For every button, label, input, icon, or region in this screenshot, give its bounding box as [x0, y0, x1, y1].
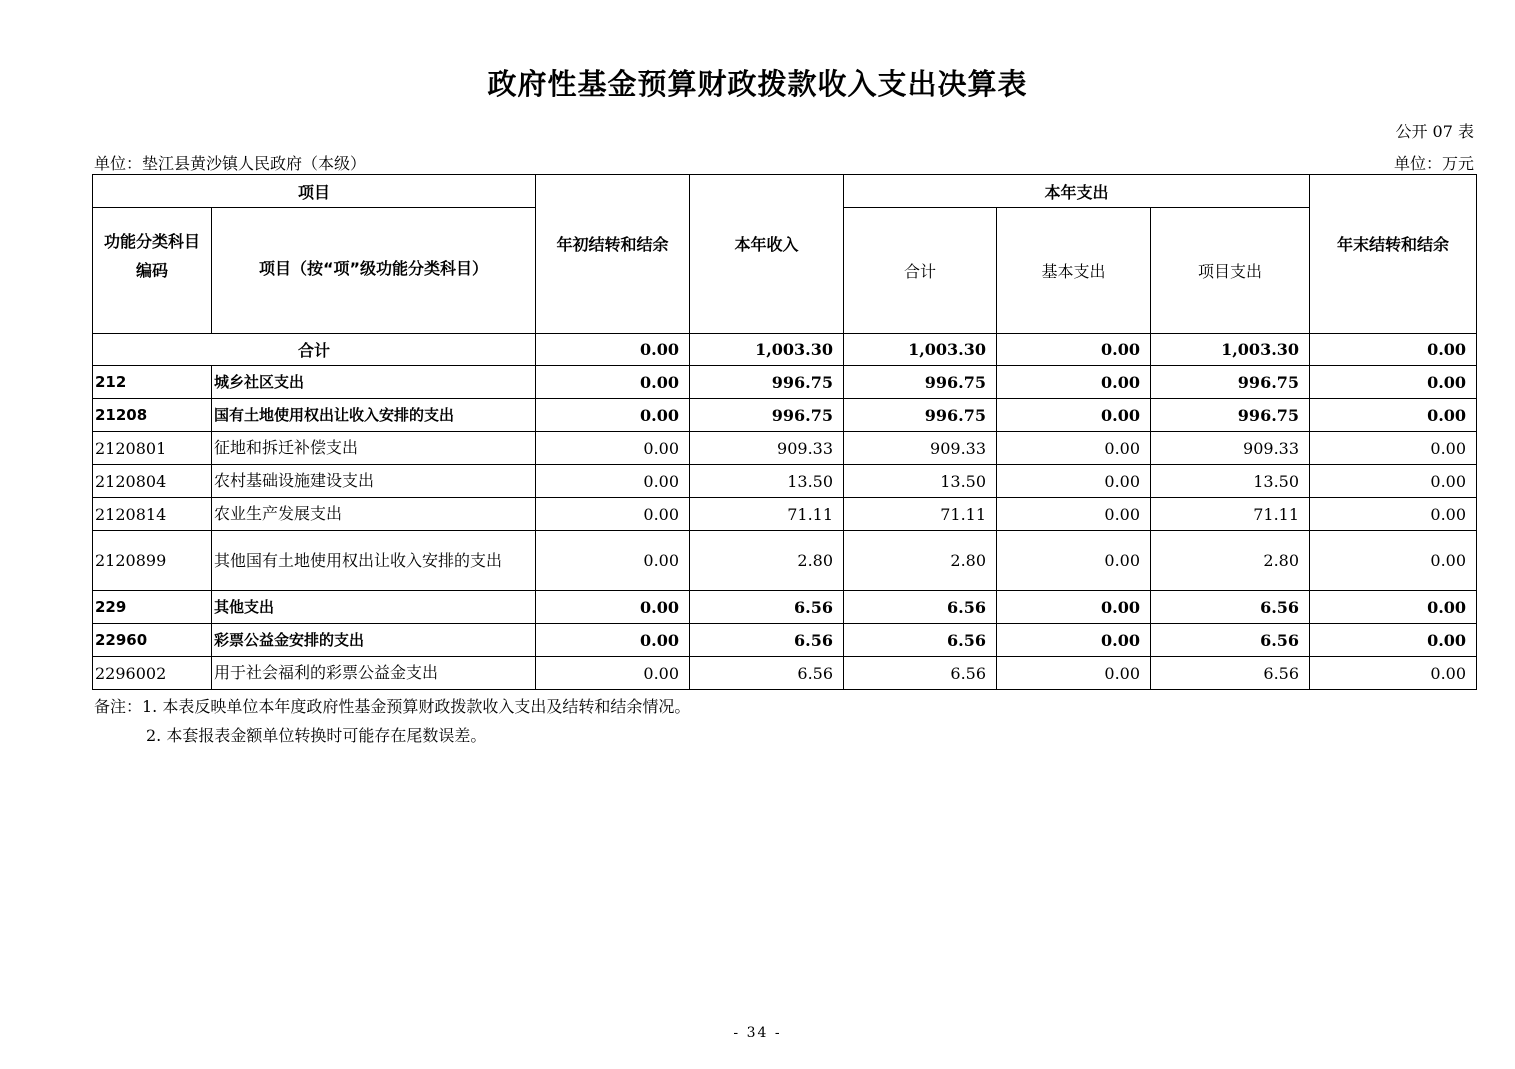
table-row — [93, 591, 1477, 624]
row-project: 13.50 — [1151, 465, 1310, 498]
row-basic: 0.00 — [997, 624, 1151, 657]
table-row — [93, 366, 1477, 399]
row-end: 0.00 — [1310, 399, 1477, 432]
header-expense-group: 本年支出 — [844, 175, 1310, 208]
header-end-balance: 年末结转和结余 — [1310, 175, 1477, 334]
table-row — [93, 498, 1477, 531]
table-row — [93, 531, 1477, 591]
row-code: 2120814 — [93, 498, 212, 531]
row-total: 71.11 — [844, 498, 997, 531]
header-project-expense: 项目支出 — [1151, 208, 1310, 334]
note-line-2: 2. 本套报表金额单位转换时可能存在尾数误差。 — [146, 726, 487, 745]
row-begin: 0.00 — [536, 465, 690, 498]
total-label: 合计 — [93, 334, 536, 366]
table-row — [93, 399, 1477, 432]
row-begin: 0.00 — [536, 657, 690, 690]
row-name: 征地和拆迁补偿支出 — [212, 432, 536, 465]
note-line-1: 备注：1. 本表反映单位本年度政府性基金预算财政拨款收入支出及结转和结余情况。 — [94, 697, 691, 716]
row-name: 农业生产发展支出 — [212, 498, 536, 531]
total-row — [93, 334, 1477, 366]
row-project: 6.56 — [1151, 657, 1310, 690]
row-end: 0.00 — [1310, 432, 1477, 465]
row-end: 0.00 — [1310, 366, 1477, 399]
row-basic: 0.00 — [997, 399, 1151, 432]
row-end: 0.00 — [1310, 531, 1477, 591]
row-end: 0.00 — [1310, 498, 1477, 531]
total-project: 1,003.30 — [1151, 334, 1310, 366]
header-expense-total: 合计 — [844, 208, 997, 334]
row-end: 0.00 — [1310, 624, 1477, 657]
row-basic: 0.00 — [997, 531, 1151, 591]
row-code: 2120899 — [93, 531, 212, 591]
header-begin-balance: 年初结转和结余 — [536, 175, 690, 334]
row-project: 71.11 — [1151, 498, 1310, 531]
row-code: 2296002 — [93, 657, 212, 690]
header-func-code: 功能分类科目编码 — [93, 208, 212, 334]
row-name: 用于社会福利的彩票公益金支出 — [212, 657, 536, 690]
table-row — [93, 465, 1477, 498]
notes — [94, 692, 690, 750]
row-begin: 0.00 — [536, 432, 690, 465]
table-code: 公开 07 表 — [1395, 122, 1474, 141]
row-end: 0.00 — [1310, 591, 1477, 624]
header-item-name: 项目（按“项”级功能分类科目） — [212, 208, 536, 334]
page-title: 政府性基金预算财政拨款收入支出决算表 — [487, 67, 1028, 101]
header-item: 项目 — [93, 175, 536, 208]
row-begin: 0.00 — [536, 498, 690, 531]
row-end: 0.00 — [1310, 657, 1477, 690]
row-total: 6.56 — [844, 657, 997, 690]
row-total: 6.56 — [844, 591, 997, 624]
row-income: 13.50 — [690, 465, 844, 498]
unit-organization: 单位：垫江县黄沙镇人民政府（本级） — [94, 154, 367, 173]
row-income: 996.75 — [690, 366, 844, 399]
row-basic: 0.00 — [997, 498, 1151, 531]
row-begin: 0.00 — [536, 366, 690, 399]
total-end: 0.00 — [1310, 334, 1477, 366]
row-basic: 0.00 — [997, 432, 1151, 465]
row-end: 0.00 — [1310, 465, 1477, 498]
row-code: 2120801 — [93, 432, 212, 465]
row-total: 996.75 — [844, 366, 997, 399]
total-expense: 1,003.30 — [844, 334, 997, 366]
row-begin: 0.00 — [536, 624, 690, 657]
row-code: 212 — [93, 366, 212, 399]
row-name: 彩票公益金安排的支出 — [212, 624, 536, 657]
row-total: 2.80 — [844, 531, 997, 591]
row-name: 其他支出 — [212, 591, 536, 624]
row-name: 农村基础设施建设支出 — [212, 465, 536, 498]
row-income: 71.11 — [690, 498, 844, 531]
row-income: 6.56 — [690, 591, 844, 624]
row-basic: 0.00 — [997, 366, 1151, 399]
row-project: 6.56 — [1151, 624, 1310, 657]
row-income: 996.75 — [690, 399, 844, 432]
table-row — [93, 624, 1477, 657]
row-basic: 0.00 — [997, 465, 1151, 498]
total-income: 1,003.30 — [690, 334, 844, 366]
row-code: 2120804 — [93, 465, 212, 498]
row-total: 909.33 — [844, 432, 997, 465]
row-income: 909.33 — [690, 432, 844, 465]
row-income: 6.56 — [690, 657, 844, 690]
row-total: 6.56 — [844, 624, 997, 657]
row-total: 13.50 — [844, 465, 997, 498]
table-row — [93, 657, 1477, 690]
header-income: 本年收入 — [690, 175, 844, 334]
row-code: 22960 — [93, 624, 212, 657]
row-name: 城乡社区支出 — [212, 366, 536, 399]
row-basic: 0.00 — [997, 591, 1151, 624]
row-begin: 0.00 — [536, 591, 690, 624]
total-basic: 0.00 — [997, 334, 1151, 366]
total-begin: 0.00 — [536, 334, 690, 366]
table-row — [93, 432, 1477, 465]
row-income: 6.56 — [690, 624, 844, 657]
row-project: 996.75 — [1151, 399, 1310, 432]
row-project: 2.80 — [1151, 531, 1310, 591]
row-begin: 0.00 — [536, 531, 690, 591]
row-code: 229 — [93, 591, 212, 624]
row-project: 6.56 — [1151, 591, 1310, 624]
unit-currency: 单位：万元 — [1393, 154, 1474, 173]
row-project: 996.75 — [1151, 366, 1310, 399]
row-project: 909.33 — [1151, 432, 1310, 465]
row-begin: 0.00 — [536, 399, 690, 432]
row-code: 21208 — [93, 399, 212, 432]
row-total: 996.75 — [844, 399, 997, 432]
row-basic: 0.00 — [997, 657, 1151, 690]
budget-table — [92, 174, 1477, 690]
page-number: - 34 - — [733, 1025, 782, 1041]
row-name: 其他国有土地使用权出让收入安排的支出 — [212, 531, 536, 591]
header-basic-expense: 基本支出 — [997, 208, 1151, 334]
row-name: 国有土地使用权出让收入安排的支出 — [212, 399, 536, 432]
row-income: 2.80 — [690, 531, 844, 591]
